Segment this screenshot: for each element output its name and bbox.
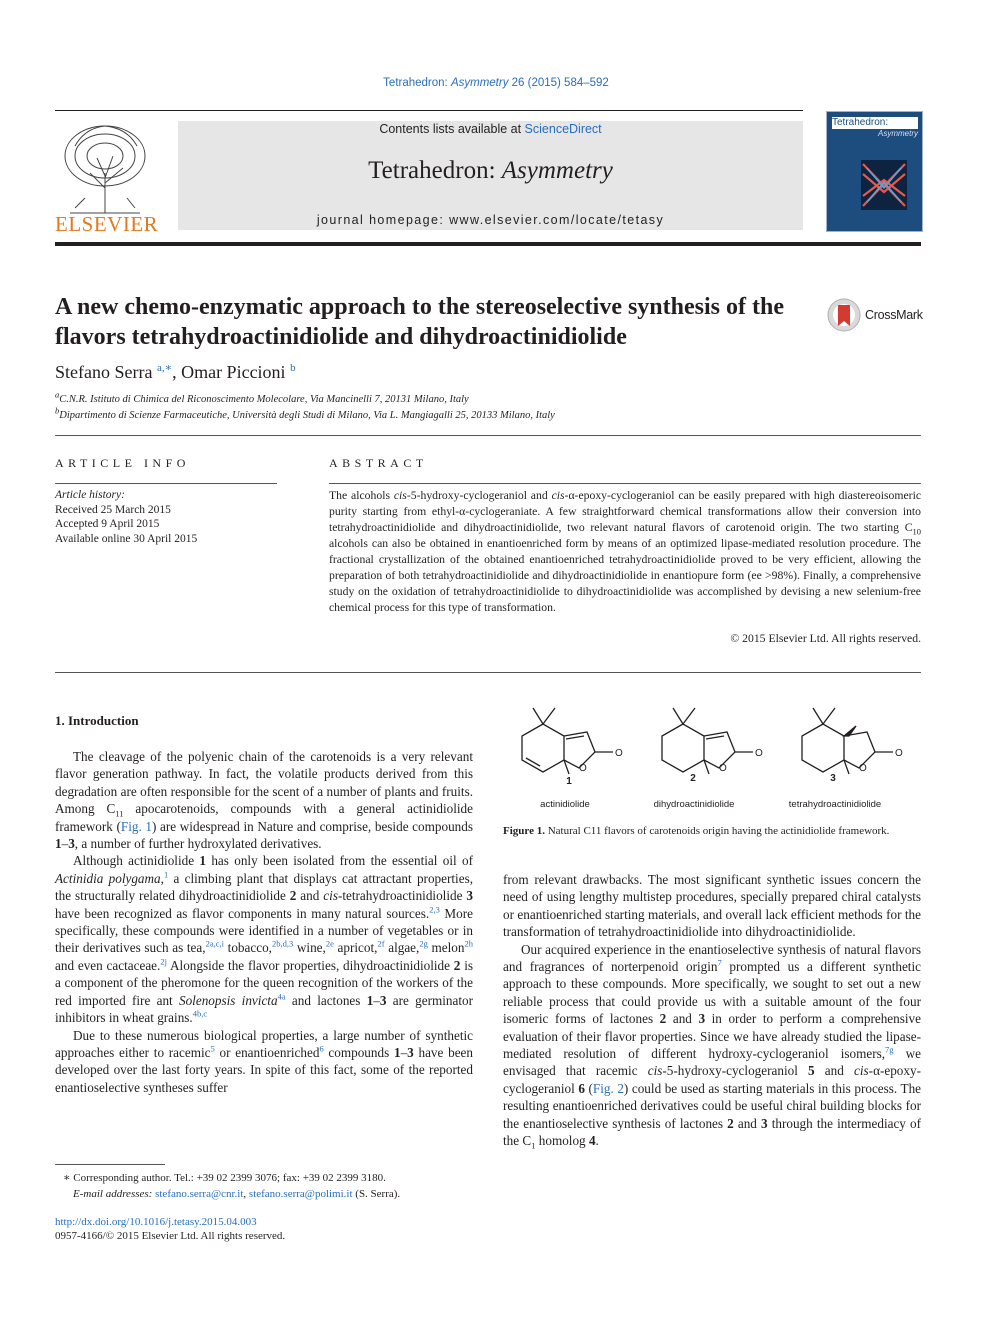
compound-1-ring [522,724,564,772]
figure-1-caption: Figure 1. Natural C11 flavors of carotenoids origin having the actinidiolide framework. [503,825,890,837]
article-info-rule [55,483,277,484]
cover-artwork-icon [861,160,907,210]
affiliation-b: $^b$Dipartimento di Scienze Farmaceutiche, Università degli Studi di Milano, Via L. Mangiagalli 25, 20133 Milano, Italy [55,405,555,421]
corresponding-author-note: ∗ Corresponding author. Tel.: +39 02 2399 3076; fax: +39 02 2399 3180. [63,1172,386,1184]
compound-3-ring [802,724,844,772]
sciencedirect-link[interactable]: ScienceDirect [524,122,602,136]
article-title: A new chemo-enzymatic approach to the stereoselective synthesis of the flavors tetrahydroactinidiolide and dihydroactinidiolide [55,294,784,350]
contents-line: Contents lists available at ScienceDirect [379,122,602,136]
affiliation-a: $^a$C.N.R. Istituto di Chimica del Riconoscimento Molecolare, Via Mancinelli 7, 20131 Milano, Italy [55,389,469,405]
crossmark-label: CrossMark [865,308,923,322]
body-rule [55,672,921,673]
footnote: ∗ Corresponding author. Tel.: +39 02 2399 3076; fax: +39 02 2399 3180. E-mail addresses: stefano.serra@cnr.it, stefano.serra@polimi.it (S. Serra). [55,1170,475,1202]
author-name[interactable]: Stefano Serra [55,362,153,382]
compound-2-carbonyl-oxygen: O [755,748,763,759]
figure-2-link[interactable]: Fig. 2 [592,1080,624,1096]
compound-2-ring-oxygen: O [719,763,727,774]
compound-3-name: tetrahydroactinidiolide [788,799,882,810]
footnote-rule [55,1164,165,1165]
article-info-heading: ARTICLE INFO [55,456,190,470]
crossmark-icon [826,297,862,333]
intro-left-column: The cleavage of the polyenic chain of the carotenoids is a very relevant flavor generation pathway. In fact, the volatile products derived from this degradation are often responsible for the scent of a number of plants and fruits. Among $C_{11}$ apocarotenoids, compounds with a general actinidiolide framework (Fig. 1) are widespread in Nature and comprise, beside compounds 1–3, a number of further hydroxylated derivatives. Although actinidiolide 1 has only been isolated from the essential oil of Actinidia polygama,$^1$ a climbing plant that displays cat attractant properties, the structurally related dihydroactinidiolide 2 and cis-tetrahydroactinidiolide 3 have been recognized as flavor components in many natural sources.$^{2,3}$ More specifically, these compounds were identified in a number of vegetables or in their derivatives such as tea,$^{2a,c,i}$ tobacco,$^{2b,d,3}$ wine,$^{2e}$ apricot,$^{2f}$ algae,$^{2g}$ melon$^{2h}$ and even cactaceae.$^{2j}$ Alongside the flavor properties, dihydroactinidiolide 2 is a component of the pheromone for the queen recognition of the workers of the red imported fire ant Solenopsis invicta$^{4a}$ and lactones 1–3 are germinator inhibitors in wheat grains.$^{4b,c}$ Due to these numerous biological properties, a large number of synthetic approaches either to racemic$^5$ or enantioenriched$^6$ compounds 1–3 have been developed over the last forty years. In spite of this fact, some of the reported enantioselective syntheses suffer [55,749,474,1095]
author-affiliation-marker[interactable]: a,∗ [156,362,173,374]
compound-2-number: 2 [690,773,696,784]
journal-citation[interactable]: Tetrahedron: Asymmetry 26 (2015) 584–592 [383,77,609,89]
header-thick-rule [55,242,921,246]
figure-1-link[interactable]: Fig. 1 [120,818,153,834]
doi-link[interactable]: http://dx.doi.org/10.1016/j.tetasy.2015.04.003 [55,1216,257,1228]
elsevier-logo [55,118,159,236]
author-name[interactable]: Omar Piccioni [181,362,286,382]
cover-subtitle: Asymmetry [878,129,918,138]
header-rule [55,110,803,111]
journal-title: Tetrahedron: Asymmetry [368,157,613,184]
compound-3-ring-oxygen: O [859,763,867,774]
intro-right-column: from relevant drawbacks. The most significant synthetic issues concern the need of using lengthy multistep procedures, specially prepared chiral catalysts or enantioenriched starting materials, and overall lack efficient methods for the transformation of tetrahydroactinidiolide into dihydroactinidiolide. Our acquired experience in the enantioselective synthesis of natural flavors and fragrances of norterpenoid origin$^7$ prompted us a different synthetic approach to these compounds. More specifically, we sought to set out a new reliable process that could provide us with a suitable amount of the four isomeric forms of lactones 2 and 3 in order to perform a comprehensive evaluation of their flavor properties. Since we have already studied the lipase-mediated resolution of different hydroxy-cyclogeraniol isomers,$^{7g}$ we envisaged that racemic cis-5-hydroxy-cyclogeraniol 5 and cis-α-epoxy-cyclogeraniol 6 (Fig. 2) could be used as starting materials in this process. The resulting enantioenriched derivatives could be useful chiral building blocks for the enantioselective synthesis of lactones 2 and 3 through the intermediacy of the $C_1$ homolog 4. [503,872,922,1151]
email-link[interactable]: stefano.serra@cnr.it [155,1188,244,1200]
issn-line: 0957-4166/© 2015 Elsevier Ltd. All rights reserved. [55,1230,286,1242]
crossmark-badge[interactable] [826,297,926,333]
cover-title: Tetrahedron: [832,117,918,129]
affiliation-rule [55,435,921,436]
compound-2-name: dihydroactinidiolide [653,799,735,810]
author-affiliation-marker[interactable]: b [290,362,296,374]
article-history: Article history: Received 25 March 2015 Accepted 9 April 2015 Available online 30 April 2015 [55,489,198,545]
elsevier-wordmark: ELSEVIER [55,212,159,236]
journal-homepage: journal homepage: www.elsevier.com/locate/tetasy [316,213,665,227]
figure-1-structures [503,698,921,818]
compound-3-number: 3 [830,773,836,784]
abstract-body: The alcohols cis-5-hydroxy-cyclogeraniol and cis-α-epoxy-cyclogeraniol can be easily prepared with high diastereoisomeric purity starting from ethyl-α-cyclogeraniate. A few straightforward chemical transformations allow their conversion into tetrahydroactinidiolide and dihydroactinidiolide, two relevant natural flavors of carotenoid origin. The two starting $C_{10}$ alcohols can also be obtained in enantioenriched form by means of an optimized lipase-mediated resolution procedure. The fractional crystallization of the obtained enantioenriched tetrahydroactinidiolide proved to be very efficient, allowing the preparation of both tetrahydroactinidiolide and dihydroactinidiolide in enantiopure form (ee >98%). Finally, a comprehensive study on the oxidation of tetrahydroactinidiolide to dihydroactinidiolide was accomplished by devising a new selenium-free chemical process for this type of transformation. [329,489,922,614]
compound-1-carbonyl-oxygen: O [615,748,623,759]
compound-1-number: 1 [566,776,572,787]
compound-2-ring [662,724,704,772]
compound-3-carbonyl-oxygen: O [895,748,903,759]
abstract-copyright: © 2015 Elsevier Ltd. All rights reserved. [730,632,921,645]
email-link[interactable]: stefano.serra@polimi.it [248,1188,353,1200]
homepage-link[interactable]: www.elsevier.com/locate/tetasy [449,213,665,227]
elsevier-tree-icon [55,118,155,218]
figure-1 [503,698,921,818]
compound-1-ring-oxygen: O [579,763,587,774]
journal-cover-thumbnail[interactable] [826,111,923,232]
section-heading: 1. Introduction [55,713,139,728]
author-list: Stefano Serra $^{a,∗}$, Omar Piccioni $^b$ [55,362,296,382]
abstract-heading: ABSTRACT [329,456,428,470]
abstract-rule [329,483,921,484]
compound-1-name: actinidiolide [540,799,590,810]
